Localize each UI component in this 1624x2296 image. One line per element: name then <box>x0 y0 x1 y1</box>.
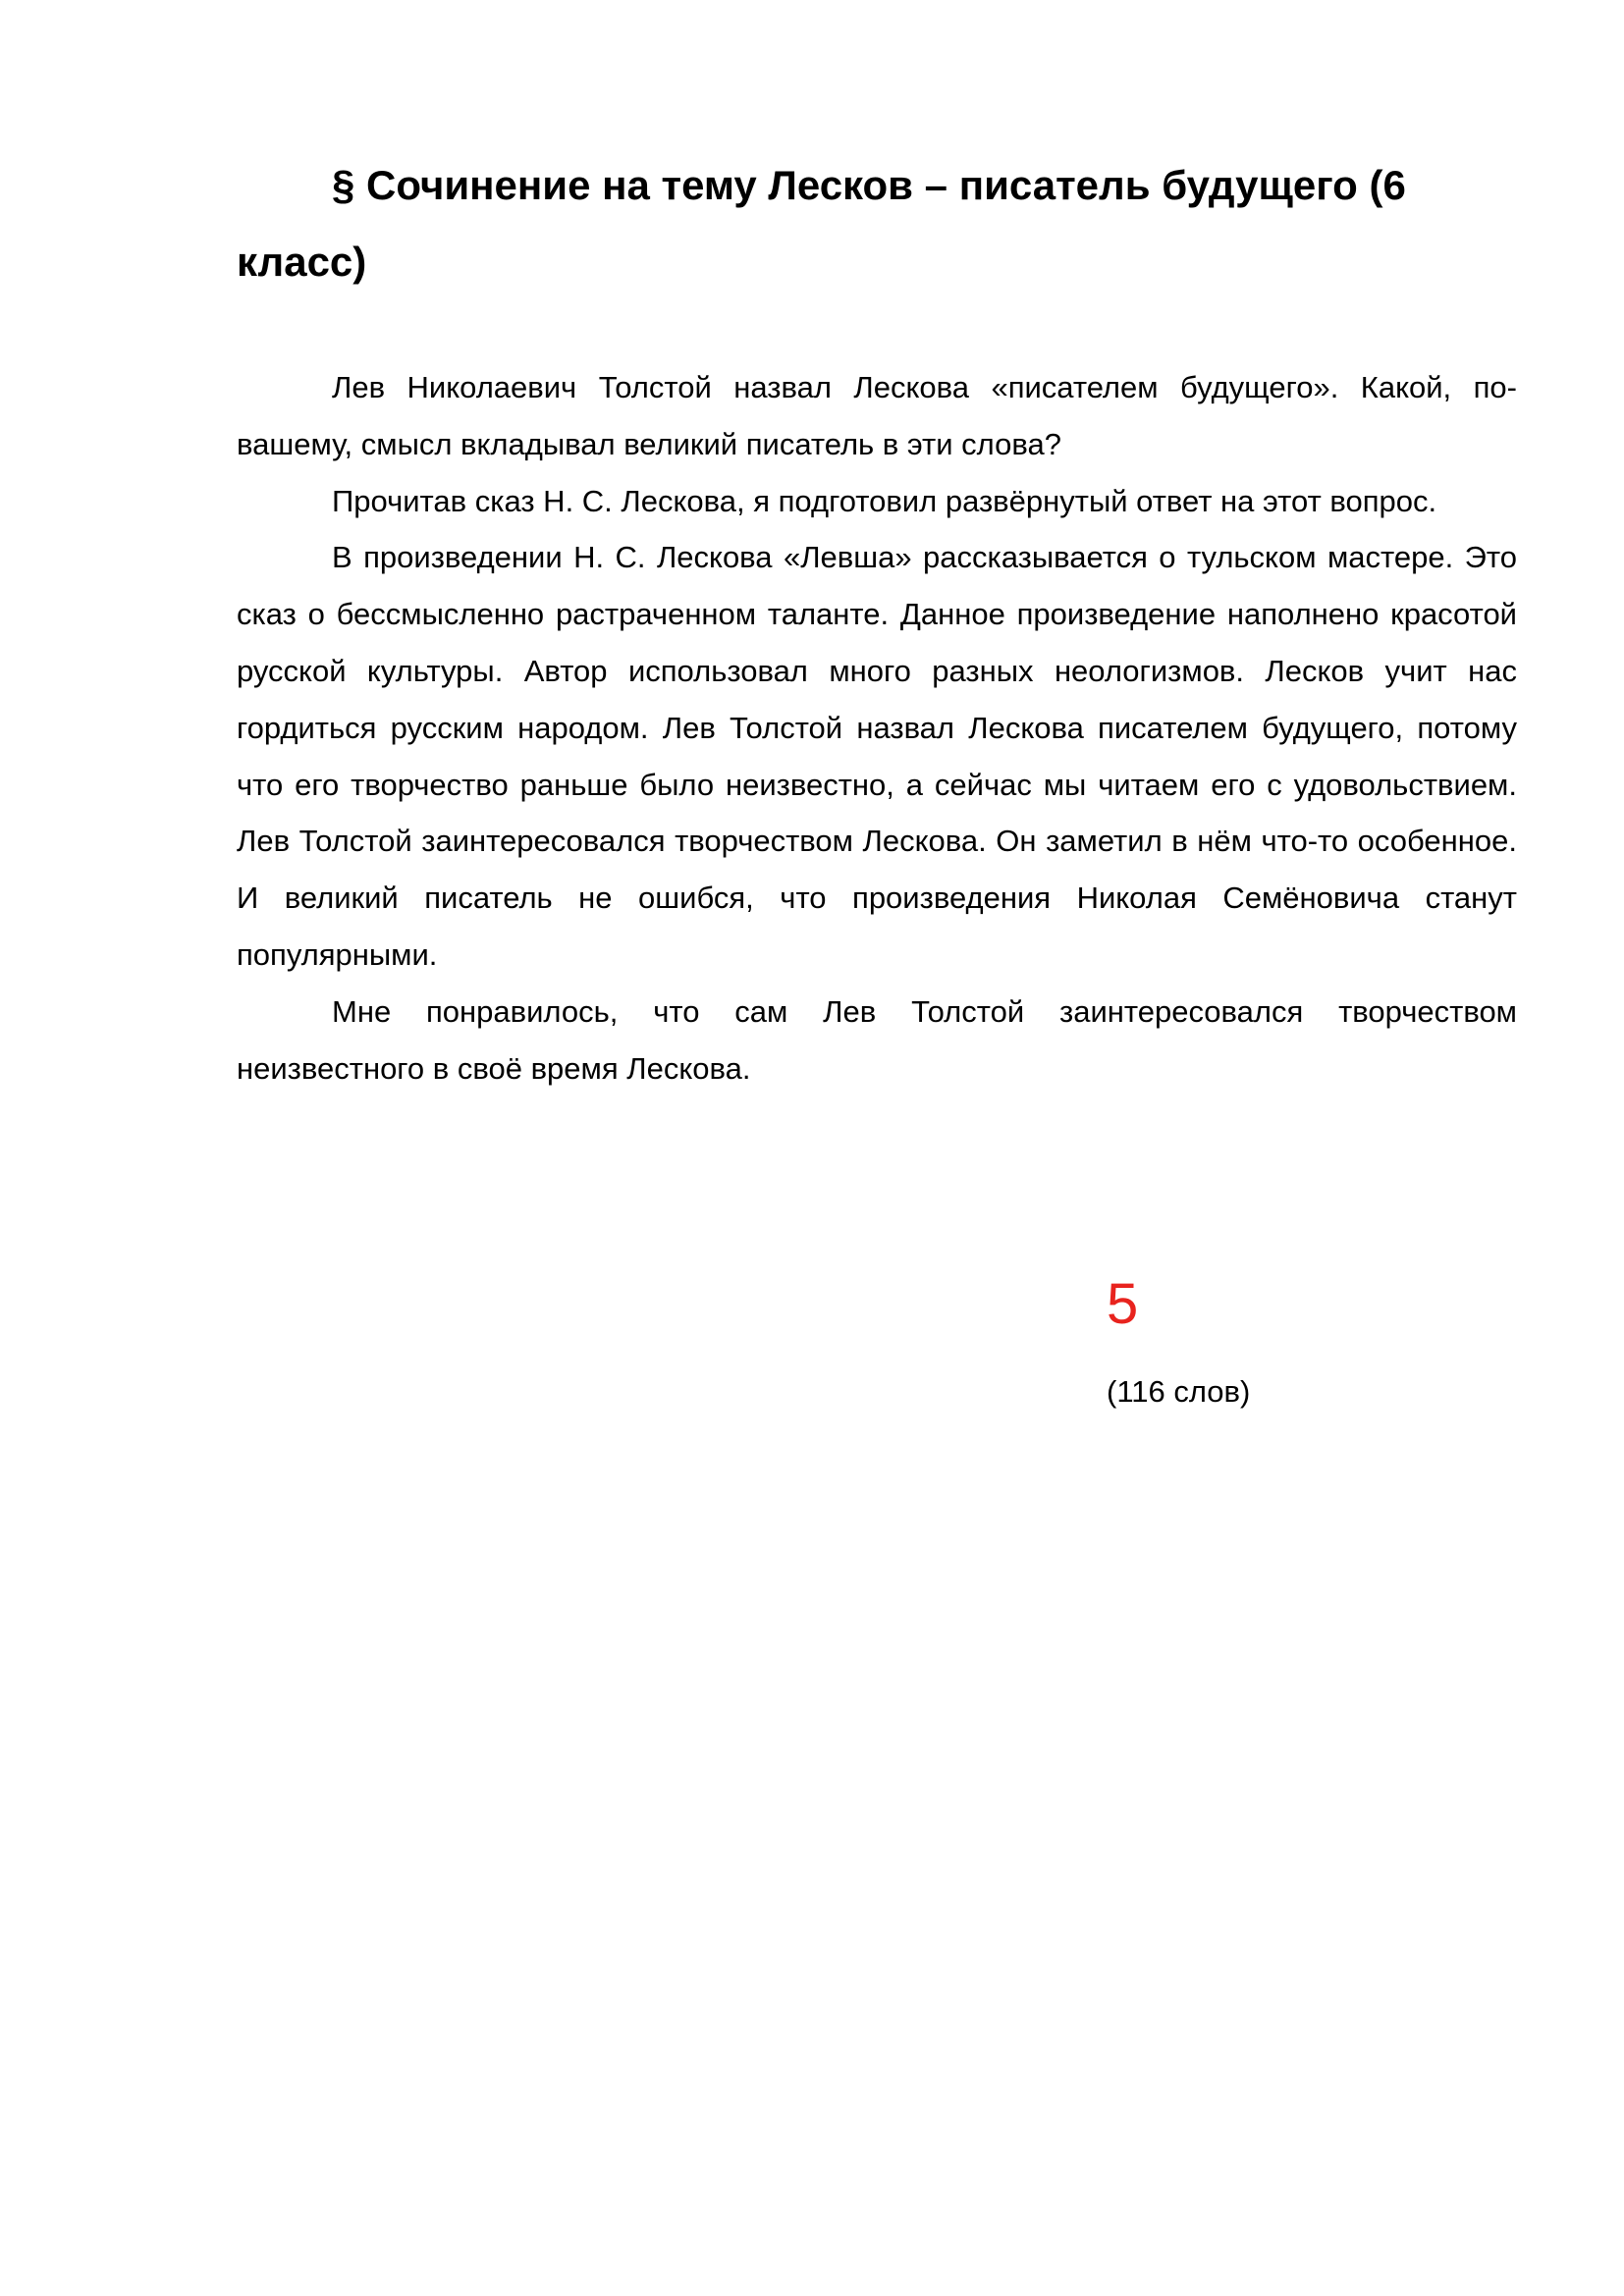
essay-paragraph-3: В произведении Н. С. Лескова «Левша» рассказывается о тульском мастере. Это сказ о бессмысленно растраченном таланте. Данное произведение наполнено красотой русской культуры. Автор использовал много разных неологизмов. Лесков учит нас гордиться русским народом. Лев Толстой назвал Лескова писателем будущего, потому что его творчество раньше было неизвестно, а сейчас мы читаем его с удовольствием. Лев Толстой заинтересовался творчеством Лескова. Он заметил в нём что-то особенное. И великий писатель не ошибся, что произведения Николая Семёновича станут популярными. <box>237 540 1517 972</box>
essay-paragraph-1: Лев Николаевич Толстой назвал Лескова «писателем будущего». Какой, по-вашему, смысл вкладывал великий писатель в эти слова? <box>237 370 1517 461</box>
word-count: (116 слов) <box>1107 1374 1251 1409</box>
essay-body <box>237 359 1517 1096</box>
essay-title: § Сочинение на тему Лесков – писатель будущего (6 класс) <box>237 162 1406 285</box>
essay-paragraph-2: Прочитав сказ Н. С. Лескова, я подготовил развёрнутый ответ на этот вопрос. <box>332 483 1437 518</box>
grade-mark: 5 <box>1107 1272 1139 1336</box>
essay-paragraph-4: Мне понравилось, что сам Лев Толстой заинтересовался творчеством неизвестного в своё время Лескова. <box>237 993 1517 1086</box>
